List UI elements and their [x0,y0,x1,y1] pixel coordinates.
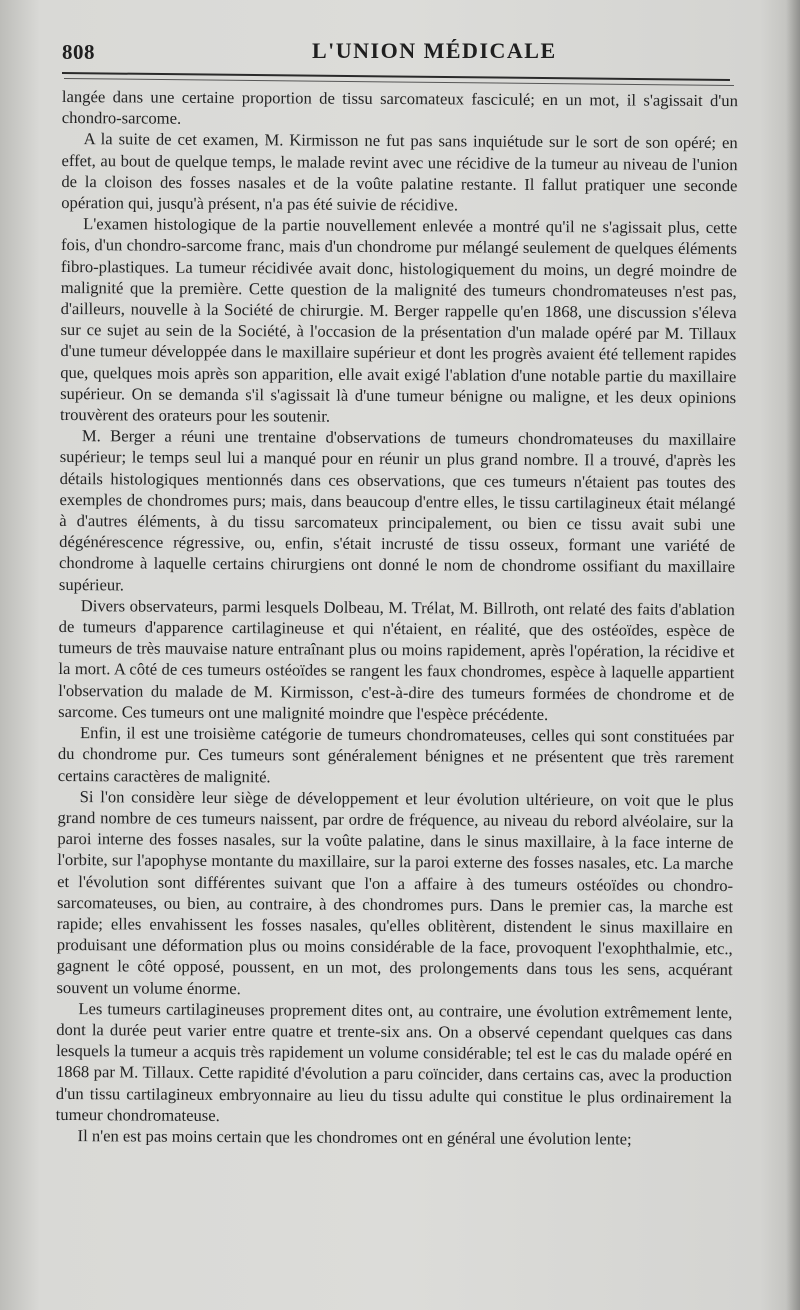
page-edge-shadow [786,0,800,1310]
paragraph: Si l'on considère leur siège de développement et leur évolution ultérieure, on voit que le plus grand nombre de ces tumeurs naissent, par ordre de fréquence, au niveau du rebord alvéolaire, sur la paroi interne des fosses nasales, sur la voûte palatine, dans le sinus maxillaire, à la face interne de l'orbite, sur l'apophyse montante du maxillaire, sur la paroi externe des fosses nasales, etc. La marche et l'évolution sont différentes suivant que l'on a affaire à des tumeurs ostéoïdes ou chondro-sarcomateuses, ou bien, au contraire, à des chondromes purs. Dans le premier cas, la marche est rapide; elles envahissent les fosses nasales, qu'elles oblitèrent, distendent le sinus maxillaire en produisant une déformation plus ou moins considérable de la face, provoquent l'exophthalmie, etc., gagnent le côté opposé, poussent, en un mot, des prolongements dans tous les sens, acquérant souvent un volume énorme. [56,786,734,998]
paragraph: Les tumeurs cartilagineuses proprement dites ont, au contraire, une évolution extrêmement lente, dont la durée peut varier entre quatre et trente-six ans. On a observé cependant quelques cas dans lesquels la tumeur a acquis très rapidement un volume considérable; tel est le cas du malade opéré en 1868 par M. Tillaux. Cette rapidité d'évolution a paru coïncider, dans certains cas, avec la production d'un tissu cartilagineux embryonnaire au lieu du tissu adulte qui constitue le plus ordinairement la tumeur chondromateuse. [55,998,733,1125]
paragraph: A la suite de cet examen, M. Kirmisson ne fut pas sans inquiétude sur le sort de son opéré; en effet, au bout de quelque temps, le malade revint avec une récidive de la tumeur au niveau de l'union de la cloison des fosses nasales et de la voûte palatine restante. Il fallut pratiquer une seconde opération qui, jusqu'à présent, n'a pas été suivie de récidive. [61,129,738,215]
paragraph: Enfin, il est une troisième catégorie de tumeurs chondromateuses, celles qui sont constituées par du chondrome pur. Ces tumeurs sont généralement bénignes et ne présentent que très rarement certains caractères de malignité. [57,723,735,786]
paragraph-truncated: Il n'en est pas moins certain que les chondromes ont en général une évolution lente; [77,1126,632,1149]
paragraph: L'examen histologique de la partie nouvellement enlevée a montré qu'il ne s'agissait plus, cette fois, d'un chondro-sarcome franc, mais d'un chondrome pur mélangé seulement de quelques éléments fibro-plastiques. La tumeur récidivée avait donc, histologiquement du moins, un degré moindre de malignité que la première. Cette question de la malignité des tumeurs chondromateuses n'est pas, d'ailleurs, nouvelle à la Société de chirurgie. M. Berger rappelle qu'en 1868, une discussion s'éleva sur ce sujet au sein de la Société, à l'occasion de la présentation d'un malade opéré par M. Tillaux d'une tumeur développée dans le maxillaire supérieur et dont les progrès avaient été tellement rapides que, quelques mois après son apparition, elle avait exigé l'ablation d'une notable partie du maxillaire supérieur. On se demanda s'il s'agissait là d'une tumeur bénigne ou maligne, et les deux opinions trouvèrent des orateurs pour les soutenir. [59,214,738,426]
page-number: 808 [62,40,95,64]
paragraph: Divers observateurs, parmi lesquels Dolbeau, M. Trélat, M. Billroth, ont relaté des faits d'ablation de tumeurs d'apparence cartilagineuse et qui n'étaient, en réalité, que des ostéoïdes, espèce de tumeurs de très mauvaise nature entraînant plus ou moins rapidement, après l'opération, la récidive et la mort. A côté de ces tumeurs ostéoïdes se rangent les faux chondromes, espèce à laquelle appartient l'observation du malade de M. Kirmisson, c'est-à-dire des tumeurs formées de chondrome et de sarcome. Ces tumeurs ont une malignité moindre que l'espèce précédente. [58,595,735,724]
article-body [56,86,738,1150]
paragraph: M. Berger a réuni une trentaine d'observations de tumeurs chondromateuses du maxillaire supérieur; le temps seul lui a manqué pour en réunir un plus grand nombre. Il a trouvé, d'après les détails histologiques mentionnés dans ces observations, que ces tumeurs n'étaient pas toutes des exemples de chondromes purs; mais, dans beaucoup d'entre elles, le tissu cartilagineux était mélangé à d'autres éléments, à du tissu sarcomateux principalement, ou bien ce tissu avait subi une dégénérescence régressive, ou, enfin, s'était incrusté de tissu osseux, formant une variété de chondrome à laquelle certains chirurgiens ont donné le nom de chondrome ossifiant du maxillaire supérieur. [58,426,736,595]
page-header [62,38,762,68]
running-title: L'UNION MÉDICALE [312,38,557,63]
paragraph-continuation: langée dans une certaine proportion de tissu sarcomateux fasciculé; en un mot, il s'agissait d'un chondro-sarcome. [61,86,738,128]
